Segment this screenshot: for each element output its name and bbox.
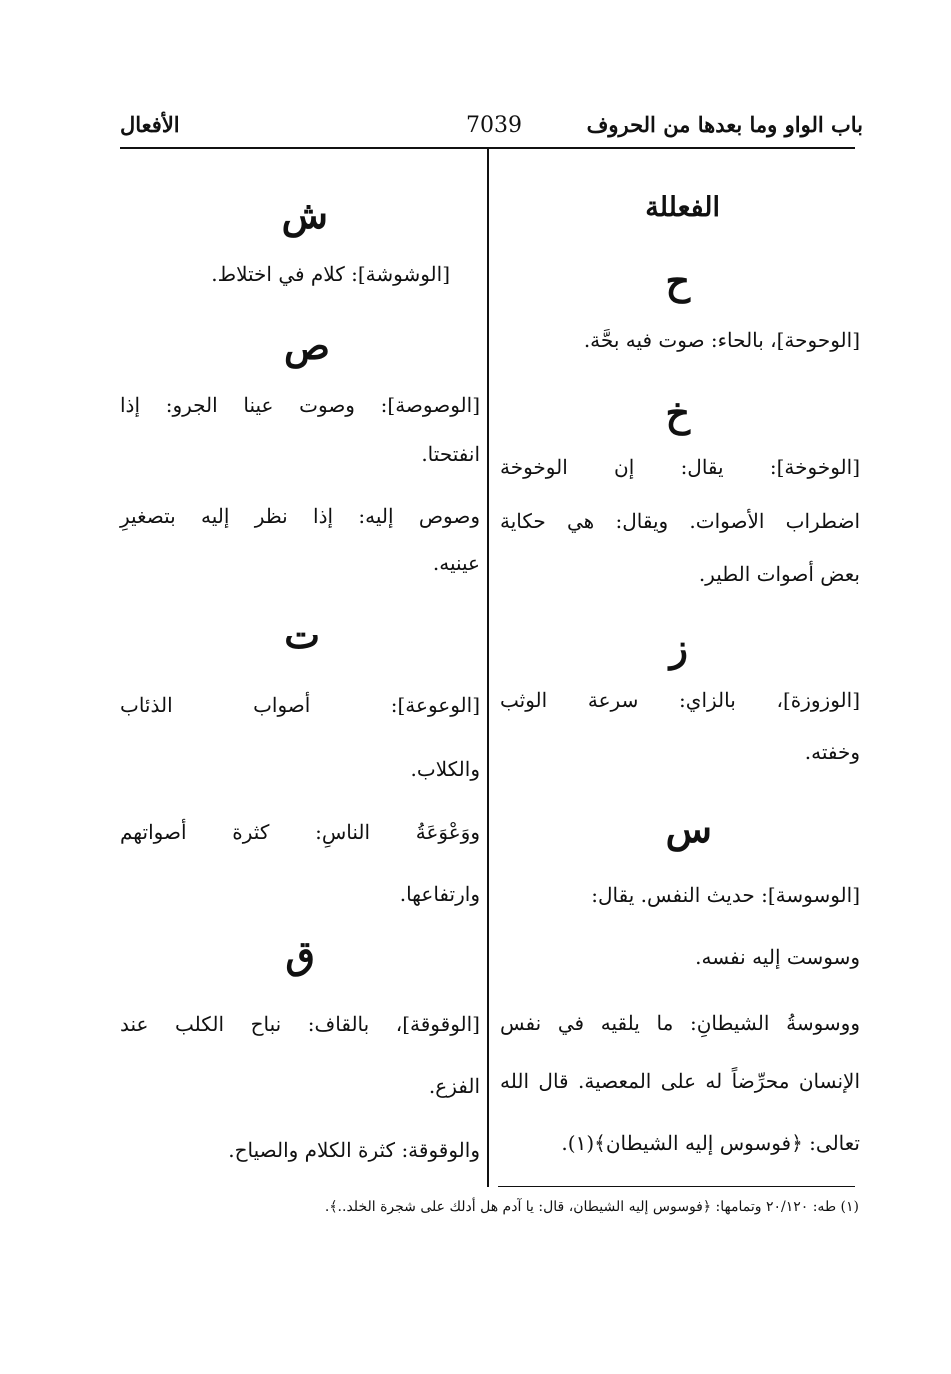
entry-line: [الوشوشة]: كلام في اختلاط. [211,262,450,286]
entry-line: والوقوقة: كثرة الكلام والصياح. [228,1138,480,1162]
entry-line: [الوحوحة]، بالحاء: صوت فيه بحَّة. [583,328,860,352]
entry-line: وخفته. [804,740,860,764]
letter-heading: خ [665,390,690,435]
letter-heading: ح [665,258,690,303]
heading: الفعللة [645,192,720,223]
entry-line: [الوسوسة]: حديث النفس. يقال: [591,883,860,907]
entry-line: الإنسان محرِّضاً له على المعصية. قال الله [500,1069,860,1093]
letter-heading: ص [284,323,330,368]
entry-line: ووسوسةُ الشيطانِ: ما يلقيه في نفس [500,1011,860,1035]
entry-line: وسوست إليه نفسه. [695,945,860,969]
footnote: (١) طه: ٢٠/١٢٠ وتمامها: ﴿فوسوس إليه الشيطان، قال: يا آدم هل أدلك على شجرة الخلد..﴾. [324,1199,859,1215]
entry-line: تعالى: ﴿فوسوس إليه الشيطان﴾(١). [561,1131,860,1155]
section-title: الأفعال [120,112,180,137]
entry-line: [الوخوخة]: يقال: إن الوخوخة [500,455,860,479]
letter-heading: ز [669,625,688,670]
entry-line: [الوزوزة]، بالزاي: سرعة الوثب [500,688,860,712]
entry-line: الفزع. [428,1074,480,1098]
letter-heading: ت [284,612,320,657]
footnote-rule [498,1186,855,1187]
letter-heading: س [665,806,712,851]
letter-heading: ش [281,192,328,237]
entry-line: [الوصوصة]: وصوت عينا الجرو: إذا [120,393,480,417]
entry-line: والكلاب. [410,757,480,781]
letter-heading: ق [285,932,315,977]
column-divider [487,149,489,1187]
entry-line: وصوص إليه: إذا نظر إليه بتصغيرِ [120,504,480,528]
page-number: 7039 [466,113,522,138]
entry-line: بعض أصوات الطير. [698,562,860,586]
chapter-title: باب الواو وما بعدها من الحروف [586,112,863,137]
entry-line: اضطراب الأصوات. ويقال: هي حكاية [500,509,860,533]
entry-line: انفتحتا. [421,442,480,466]
entry-line: عينيه. [432,551,480,575]
entry-line: وارتفاعها. [399,882,480,906]
entry-line: ووَعْوَعَةُ الناسِ: كثرة أصواتهم [120,820,480,844]
entry-line: [الوعوعة]: أصواب الذئاب [120,693,480,717]
entry-line: [الوقوقة]، بالقاف: نباح الكلب عند [120,1012,480,1036]
